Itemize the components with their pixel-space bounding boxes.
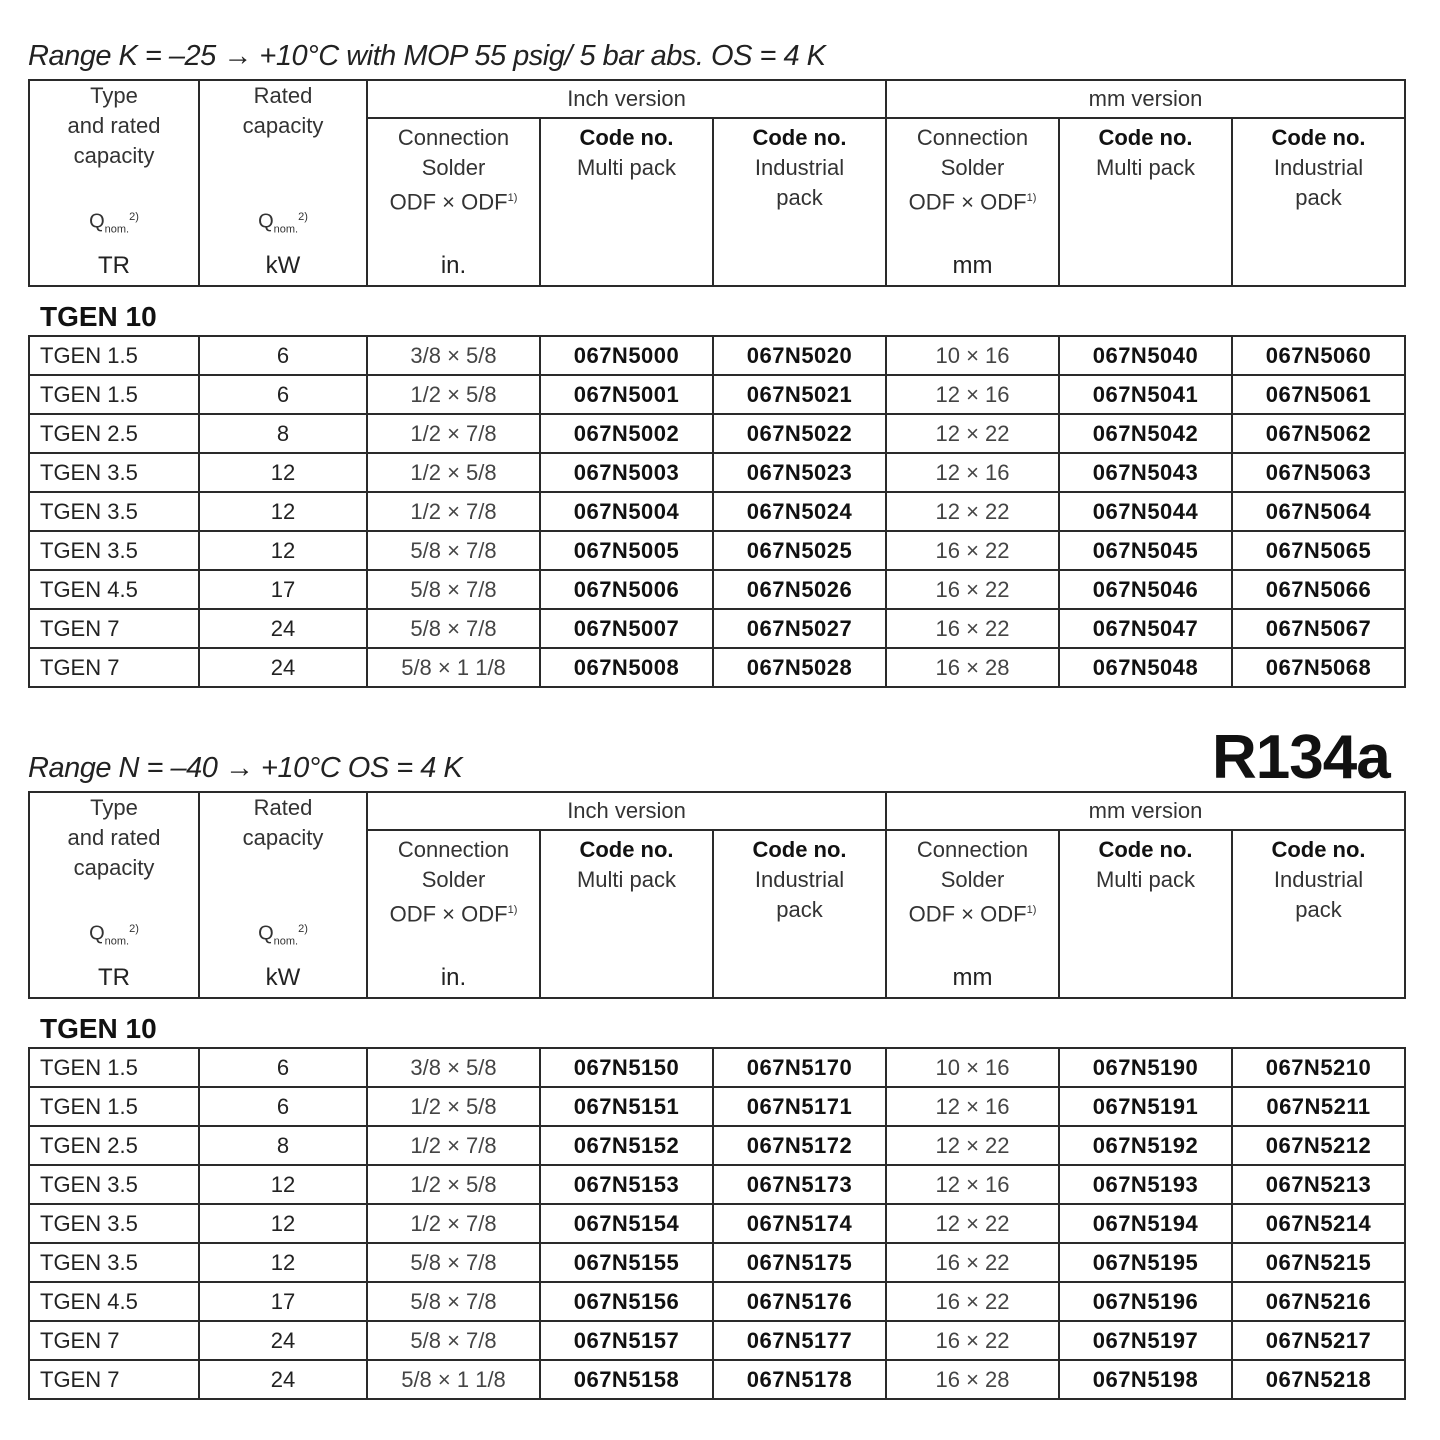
inch-multi-pack-code-cell: 067N5158	[540, 1360, 713, 1399]
inch-connection-header: Connection Solder ODF × $ODF^{1)}$ in.	[367, 830, 540, 998]
type-cell: TGEN 3.5	[29, 1165, 199, 1204]
header-table	[28, 79, 1406, 287]
mm-version-header: mm version	[886, 80, 1405, 118]
inch-connection-cell: 5/8 × 7/8	[367, 1243, 540, 1282]
inch-unit: in.	[440, 964, 467, 991]
kw-cell: 12	[199, 1243, 367, 1282]
table-row	[29, 570, 1405, 609]
rated-capacity-column-header: Rated capacity $Q_{nom.}^{2)}$ kW	[199, 792, 367, 998]
mm-connection-cell: 12 × 16	[886, 1087, 1059, 1126]
mm-connection-cell: 16 × 28	[886, 648, 1059, 687]
inch-connection-cell: 5/8 × 7/8	[367, 1282, 540, 1321]
mm-connection-cell: 16 × 22	[886, 531, 1059, 570]
inch-connection-cell: 5/8 × 7/8	[367, 1321, 540, 1360]
type-cell: TGEN 2.5	[29, 1126, 199, 1165]
table-row	[29, 1048, 1405, 1087]
mm-multi-pack-code-cell: 067N5198	[1059, 1360, 1232, 1399]
mm-industrial-pack-code-cell: 067N5064	[1232, 492, 1405, 531]
inch-multi-pack-code-cell: 067N5002	[540, 414, 713, 453]
qnom-label: $Q_{nom.}^{2)}$	[258, 923, 308, 948]
inch-industrial-pack-code-cell: 067N5173	[713, 1165, 886, 1204]
kw-cell: 24	[199, 648, 367, 687]
mm-industrial-pack-code-cell: 067N5212	[1232, 1126, 1405, 1165]
spec-section-1	[28, 40, 1406, 688]
tr-unit: TR	[98, 964, 130, 991]
inch-industrial-pack-code-cell: 067N5024	[713, 492, 886, 531]
mm-multi-pack-code-cell: 067N5196	[1059, 1282, 1232, 1321]
mm-multi-pack-code-cell: 067N5044	[1059, 492, 1232, 531]
inch-multi-pack-code-cell: 067N5152	[540, 1126, 713, 1165]
inch-connection-cell: 1/2 × 5/8	[367, 453, 540, 492]
table-row	[29, 1282, 1405, 1321]
type-cell: TGEN 4.5	[29, 1282, 199, 1321]
table-row	[29, 336, 1405, 375]
type-cell: TGEN 3.5	[29, 531, 199, 570]
mm-connection-cell: 16 × 22	[886, 1321, 1059, 1360]
inch-connection-cell: 3/8 × 5/8	[367, 336, 540, 375]
inch-industrial-pack-code-cell: 067N5020	[713, 336, 886, 375]
mm-multi-pack-header: Code no. Multi pack	[1059, 830, 1232, 998]
mm-connection-cell: 16 × 28	[886, 1360, 1059, 1399]
inch-industrial-pack-code-cell: 067N5176	[713, 1282, 886, 1321]
table-row	[29, 1360, 1405, 1399]
inch-industrial-pack-header: Code no. Industrial pack	[713, 118, 886, 286]
inch-connection-cell: 5/8 × 1 1/8	[367, 648, 540, 687]
mm-industrial-pack-code-cell: 067N5215	[1232, 1243, 1405, 1282]
mm-connection-cell: 12 × 16	[886, 1165, 1059, 1204]
kw-cell: 6	[199, 375, 367, 414]
inch-unit: in.	[440, 252, 467, 279]
data-table	[28, 1047, 1406, 1400]
mm-multi-pack-code-cell: 067N5194	[1059, 1204, 1232, 1243]
inch-industrial-pack-code-cell: 067N5175	[713, 1243, 886, 1282]
mm-industrial-pack-code-cell: 067N5216	[1232, 1282, 1405, 1321]
kw-cell: 12	[199, 531, 367, 570]
table-row	[29, 375, 1405, 414]
mm-industrial-pack-header: Code no. Industrial pack	[1232, 118, 1405, 286]
inch-connection-header: Connection Solder ODF × $ODF^{1)}$ in.	[367, 118, 540, 286]
kw-cell: 17	[199, 570, 367, 609]
inch-connection-cell: 5/8 × 1 1/8	[367, 1360, 540, 1399]
mm-industrial-pack-code-cell: 067N5066	[1232, 570, 1405, 609]
mm-connection-header: Connection Solder ODF × $ODF^{1)}$ mm	[886, 830, 1059, 998]
table-row	[29, 1204, 1405, 1243]
inch-industrial-pack-code-cell: 067N5028	[713, 648, 886, 687]
mm-industrial-pack-code-cell: 067N5217	[1232, 1321, 1405, 1360]
inch-multi-pack-code-cell: 067N5008	[540, 648, 713, 687]
table-row	[29, 609, 1405, 648]
mm-unit: mm	[952, 964, 993, 991]
inch-multi-pack-code-cell: 067N5000	[540, 336, 713, 375]
mm-industrial-pack-code-cell: 067N5068	[1232, 648, 1405, 687]
mm-industrial-pack-code-cell: 067N5060	[1232, 336, 1405, 375]
type-cell: TGEN 4.5	[29, 570, 199, 609]
inch-industrial-pack-code-cell: 067N5177	[713, 1321, 886, 1360]
spec-section-2	[28, 752, 1406, 1400]
kw-cell: 8	[199, 414, 367, 453]
data-table	[28, 335, 1406, 688]
mm-multi-pack-code-cell: 067N5045	[1059, 531, 1232, 570]
type-column-header: Type and rated capacity $Q_{nom.}^{2)}$ TR	[29, 80, 199, 286]
mm-connection-cell: 12 × 22	[886, 1126, 1059, 1165]
inch-industrial-pack-code-cell: 067N5022	[713, 414, 886, 453]
inch-industrial-pack-header: Code no. Industrial pack	[713, 830, 886, 998]
group-label: TGEN 10	[40, 301, 157, 332]
inch-industrial-pack-code-cell: 067N5172	[713, 1126, 886, 1165]
type-cell: TGEN 3.5	[29, 492, 199, 531]
type-cell: TGEN 2.5	[29, 414, 199, 453]
type-cell: TGEN 1.5	[29, 1087, 199, 1126]
inch-multi-pack-code-cell: 067N5153	[540, 1165, 713, 1204]
mm-multi-pack-code-cell: 067N5191	[1059, 1087, 1232, 1126]
kw-cell: 6	[199, 336, 367, 375]
inch-multi-pack-code-cell: 067N5003	[540, 453, 713, 492]
inch-multi-pack-header: Code no. Multi pack	[540, 830, 713, 998]
table-row	[29, 1087, 1405, 1126]
type-cell: TGEN 7	[29, 648, 199, 687]
refrigerant-label: R134a	[1212, 723, 1390, 792]
group-label: TGEN 10	[40, 1013, 157, 1044]
kw-cell: 6	[199, 1087, 367, 1126]
qnom-label: $Q_{nom.}^{2)}$	[258, 211, 308, 236]
kw-cell: 24	[199, 1360, 367, 1399]
inch-industrial-pack-code-cell: 067N5021	[713, 375, 886, 414]
mm-industrial-pack-code-cell: 067N5067	[1232, 609, 1405, 648]
type-cell: TGEN 7	[29, 1321, 199, 1360]
mm-unit: mm	[952, 252, 993, 279]
mm-industrial-pack-header: Code no. Industrial pack	[1232, 830, 1405, 998]
type-cell: TGEN 3.5	[29, 1243, 199, 1282]
inch-connection-cell: 3/8 × 5/8	[367, 1048, 540, 1087]
inch-industrial-pack-code-cell: 067N5025	[713, 531, 886, 570]
mm-industrial-pack-code-cell: 067N5062	[1232, 414, 1405, 453]
table-row	[29, 648, 1405, 687]
mm-multi-pack-code-cell: 067N5048	[1059, 648, 1232, 687]
qnom-label: $Q_{nom.}^{2)}$	[89, 923, 139, 948]
mm-connection-header: Connection Solder ODF × $ODF^{1)}$ mm	[886, 118, 1059, 286]
type-cell: TGEN 3.5	[29, 1204, 199, 1243]
kw-cell: 24	[199, 1321, 367, 1360]
inch-industrial-pack-code-cell: 067N5174	[713, 1204, 886, 1243]
inch-connection-cell: 5/8 × 7/8	[367, 609, 540, 648]
mm-connection-cell: 10 × 16	[886, 1048, 1059, 1087]
mm-industrial-pack-code-cell: 067N5214	[1232, 1204, 1405, 1243]
inch-multi-pack-code-cell: 067N5006	[540, 570, 713, 609]
mm-multi-pack-code-cell: 067N5047	[1059, 609, 1232, 648]
kw-cell: 12	[199, 453, 367, 492]
inch-connection-cell: 1/2 × 5/8	[367, 375, 540, 414]
kw-cell: 17	[199, 1282, 367, 1321]
mm-connection-cell: 12 × 16	[886, 375, 1059, 414]
mm-multi-pack-code-cell: 067N5190	[1059, 1048, 1232, 1087]
kw-cell: 6	[199, 1048, 367, 1087]
inch-industrial-pack-code-cell: 067N5170	[713, 1048, 886, 1087]
mm-connection-cell: 16 × 22	[886, 1282, 1059, 1321]
inch-multi-pack-code-cell: 067N5001	[540, 375, 713, 414]
kw-cell: 12	[199, 1165, 367, 1204]
tr-unit: TR	[98, 252, 130, 279]
type-cell: TGEN 1.5	[29, 336, 199, 375]
inch-multi-pack-header: Code no. Multi pack	[540, 118, 713, 286]
mm-multi-pack-code-cell: 067N5040	[1059, 336, 1232, 375]
type-cell: TGEN 7	[29, 609, 199, 648]
table-row	[29, 1243, 1405, 1282]
inch-connection-cell: 5/8 × 7/8	[367, 531, 540, 570]
inch-multi-pack-code-cell: 067N5004	[540, 492, 713, 531]
table-row	[29, 1165, 1405, 1204]
mm-connection-cell: 16 × 22	[886, 570, 1059, 609]
kw-cell: 12	[199, 1204, 367, 1243]
mm-multi-pack-code-cell: 067N5043	[1059, 453, 1232, 492]
inch-version-header: Inch version	[367, 80, 886, 118]
kw-cell: 12	[199, 492, 367, 531]
mm-multi-pack-code-cell: 067N5193	[1059, 1165, 1232, 1204]
mm-connection-cell: 16 × 22	[886, 1243, 1059, 1282]
kw-unit: kW	[265, 964, 301, 991]
inch-multi-pack-code-cell: 067N5155	[540, 1243, 713, 1282]
table-row	[29, 531, 1405, 570]
table-row	[29, 1126, 1405, 1165]
inch-industrial-pack-code-cell: 067N5027	[713, 609, 886, 648]
inch-industrial-pack-code-cell: 067N5026	[713, 570, 886, 609]
mm-multi-pack-code-cell: 067N5042	[1059, 414, 1232, 453]
type-cell: TGEN 1.5	[29, 375, 199, 414]
mm-multi-pack-code-cell: 067N5192	[1059, 1126, 1232, 1165]
kw-cell: 8	[199, 1126, 367, 1165]
table-row	[29, 453, 1405, 492]
range-title: Range N = –40 → +10°C OS = 4 K	[28, 752, 463, 784]
kw-unit: kW	[265, 252, 301, 279]
inch-multi-pack-code-cell: 067N5157	[540, 1321, 713, 1360]
inch-version-header: Inch version	[367, 792, 886, 830]
type-cell: TGEN 3.5	[29, 453, 199, 492]
inch-industrial-pack-code-cell: 067N5178	[713, 1360, 886, 1399]
table-row	[29, 1321, 1405, 1360]
range-title: Range K = –25 → +10°C with MOP 55 psig/ 5 bar abs. OS = 4 K	[28, 40, 826, 72]
mm-industrial-pack-code-cell: 067N5065	[1232, 531, 1405, 570]
mm-connection-cell: 12 × 22	[886, 414, 1059, 453]
table-row	[29, 414, 1405, 453]
inch-multi-pack-code-cell: 067N5007	[540, 609, 713, 648]
mm-multi-pack-code-cell: 067N5195	[1059, 1243, 1232, 1282]
inch-industrial-pack-code-cell: 067N5171	[713, 1087, 886, 1126]
inch-connection-cell: 5/8 × 7/8	[367, 570, 540, 609]
kw-cell: 24	[199, 609, 367, 648]
mm-version-header: mm version	[886, 792, 1405, 830]
mm-multi-pack-code-cell: 067N5046	[1059, 570, 1232, 609]
rated-capacity-column-header: Rated capacity $Q_{nom.}^{2)}$ kW	[199, 80, 367, 286]
mm-industrial-pack-code-cell: 067N5063	[1232, 453, 1405, 492]
type-cell: TGEN 1.5	[29, 1048, 199, 1087]
header-table	[28, 791, 1406, 999]
inch-connection-cell: 1/2 × 7/8	[367, 492, 540, 531]
mm-connection-cell: 12 × 16	[886, 453, 1059, 492]
inch-connection-cell: 1/2 × 7/8	[367, 414, 540, 453]
inch-industrial-pack-code-cell: 067N5023	[713, 453, 886, 492]
mm-connection-cell: 10 × 16	[886, 336, 1059, 375]
inch-connection-cell: 1/2 × 7/8	[367, 1126, 540, 1165]
inch-multi-pack-code-cell: 067N5154	[540, 1204, 713, 1243]
mm-industrial-pack-code-cell: 067N5211	[1232, 1087, 1405, 1126]
inch-multi-pack-code-cell: 067N5150	[540, 1048, 713, 1087]
mm-industrial-pack-code-cell: 067N5213	[1232, 1165, 1405, 1204]
mm-industrial-pack-code-cell: 067N5218	[1232, 1360, 1405, 1399]
mm-connection-cell: 12 × 22	[886, 492, 1059, 531]
mm-multi-pack-code-cell: 067N5197	[1059, 1321, 1232, 1360]
inch-multi-pack-code-cell: 067N5005	[540, 531, 713, 570]
qnom-label: $Q_{nom.}^{2)}$	[89, 211, 139, 236]
mm-connection-cell: 16 × 22	[886, 609, 1059, 648]
inch-connection-cell: 1/2 × 5/8	[367, 1087, 540, 1126]
inch-connection-cell: 1/2 × 5/8	[367, 1165, 540, 1204]
mm-industrial-pack-code-cell: 067N5210	[1232, 1048, 1405, 1087]
inch-multi-pack-code-cell: 067N5156	[540, 1282, 713, 1321]
mm-multi-pack-code-cell: 067N5041	[1059, 375, 1232, 414]
mm-industrial-pack-code-cell: 067N5061	[1232, 375, 1405, 414]
table-row	[29, 492, 1405, 531]
type-cell: TGEN 7	[29, 1360, 199, 1399]
mm-multi-pack-header: Code no. Multi pack	[1059, 118, 1232, 286]
inch-multi-pack-code-cell: 067N5151	[540, 1087, 713, 1126]
mm-connection-cell: 12 × 22	[886, 1204, 1059, 1243]
type-column-header: Type and rated capacity $Q_{nom.}^{2)}$ TR	[29, 792, 199, 998]
inch-connection-cell: 1/2 × 7/8	[367, 1204, 540, 1243]
